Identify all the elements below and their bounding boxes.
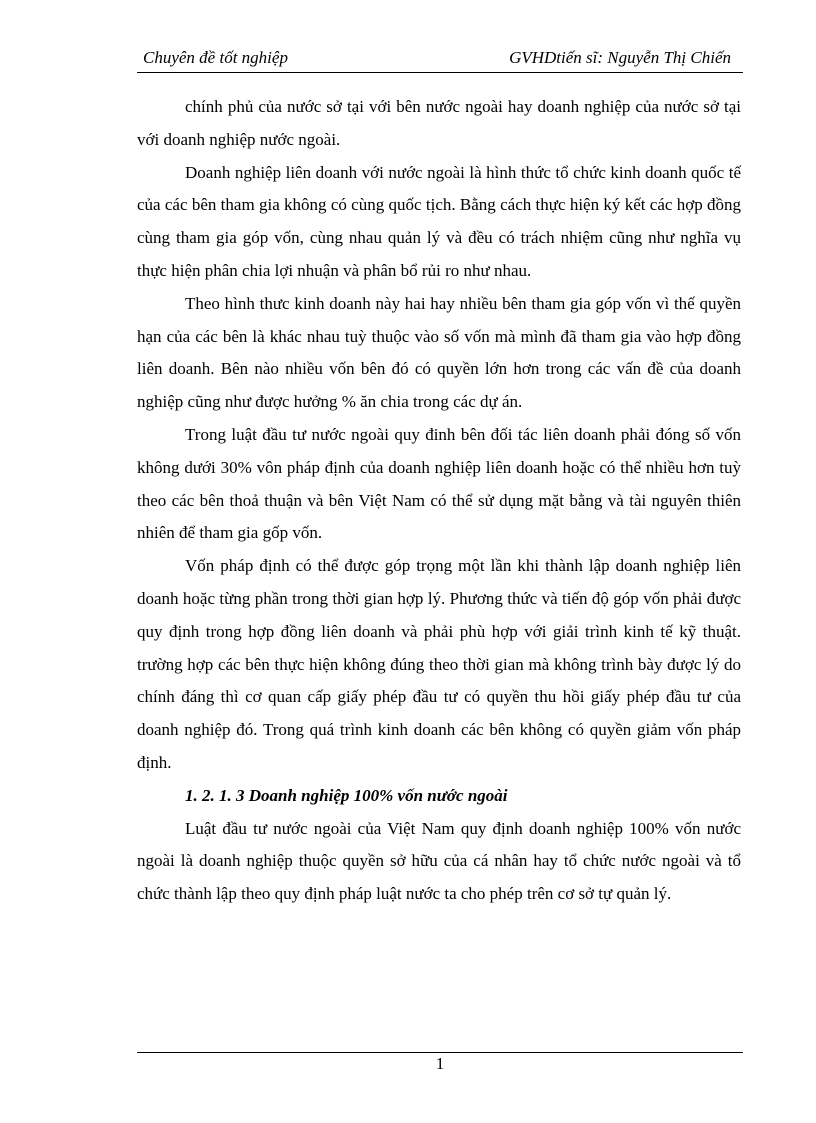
paragraph: Theo hình thưc kinh doanh này hai hay nhiều bên tham gia góp vốn vì thế quyền hạn của các bên là khác nhau tuỳ thuộc vào số vốn mà mình đã tham gia vào hợp đồng liên doanh. Bên nào nhiều vốn bên đó có quyền lớn hơn trong các vấn đề của doanh nghiệp cũng như được hưởng % ăn chia trong các dự án. xyxy=(137,293,741,412)
footer-divider xyxy=(137,1052,743,1053)
section-heading: 1. 2. 1. 3 Doanh nghiệp 100% vốn nước ngoài xyxy=(185,785,508,805)
header-document-title: Chuyên đề tốt nghiệp xyxy=(143,48,288,67)
page-header xyxy=(137,46,743,73)
paragraph: Trong luật đầu tư nước ngoài quy đinh bên đối tác liên doanh phải đóng số vốn không dưới 30% vôn pháp định của doanh nghiệp liên doanh hoặc có thể nhiều hơn tuỳ theo các bên thoả thuận và bên Việt Nam có thể sử dụng mặt bằng và tài nguyên thiên nhiên để tham gia gốp vốn. xyxy=(137,424,741,543)
paragraph: Luật đầu tư nước ngoài của Việt Nam quy định doanh nghiệp 100% vốn nước ngoài là doanh nghiệp thuộc quyền sở hữu của cá nhân hay tổ chức nước ngoài và tổ chức thành lập theo quy định pháp luật nước ta cho phép trên cơ sở tự quản lý. xyxy=(137,818,741,904)
header-advisor: GVHDtiến sĩ: Nguyễn Thị Chiến xyxy=(509,48,731,67)
paragraph: Vốn pháp định có thể được góp trọng một lần khi thành lập doanh nghiệp liên doanh hoặc từng phần trong thời gian hợp lý. Phương thức và tiến độ góp vốn phải được quy định trong hợp đồng liên doanh và phải phù hợp với giải trình kinh tế kỹ thuật. trường hợp các bên thực hiện không đúng theo thời gian mà không trình bày được lý do chính đáng thì cơ quan cấp giấy phép đầu tư có quyền thu hồi giấy phép đầu tư của doanh nghiệp đó. Trong quá trình kinh doanh các bên không có quyền giảm vốn pháp định. xyxy=(137,556,741,772)
document-body xyxy=(137,91,741,911)
page-number: 1 xyxy=(435,1054,445,1073)
paragraph: chính phủ của nước sở tại với bên nước ngoài hay doanh nghiệp của nước sở tại với doanh nghiệp nước ngoài. xyxy=(137,97,741,149)
paragraph: Doanh nghiệp liên doanh với nước ngoài là hình thức tổ chức kinh doanh quốc tế của các bên tham gia không có cùng quốc tịch. Bằng cách thực hiện ký kết các hợp đồng cùng tham gia góp vốn, cùng nhau quản lý và đều có trách nhiệm cũng như nghĩa vụ thực hiện phân chia lợi nhuận và phân bổ rủi ro như nhau. xyxy=(137,162,741,280)
